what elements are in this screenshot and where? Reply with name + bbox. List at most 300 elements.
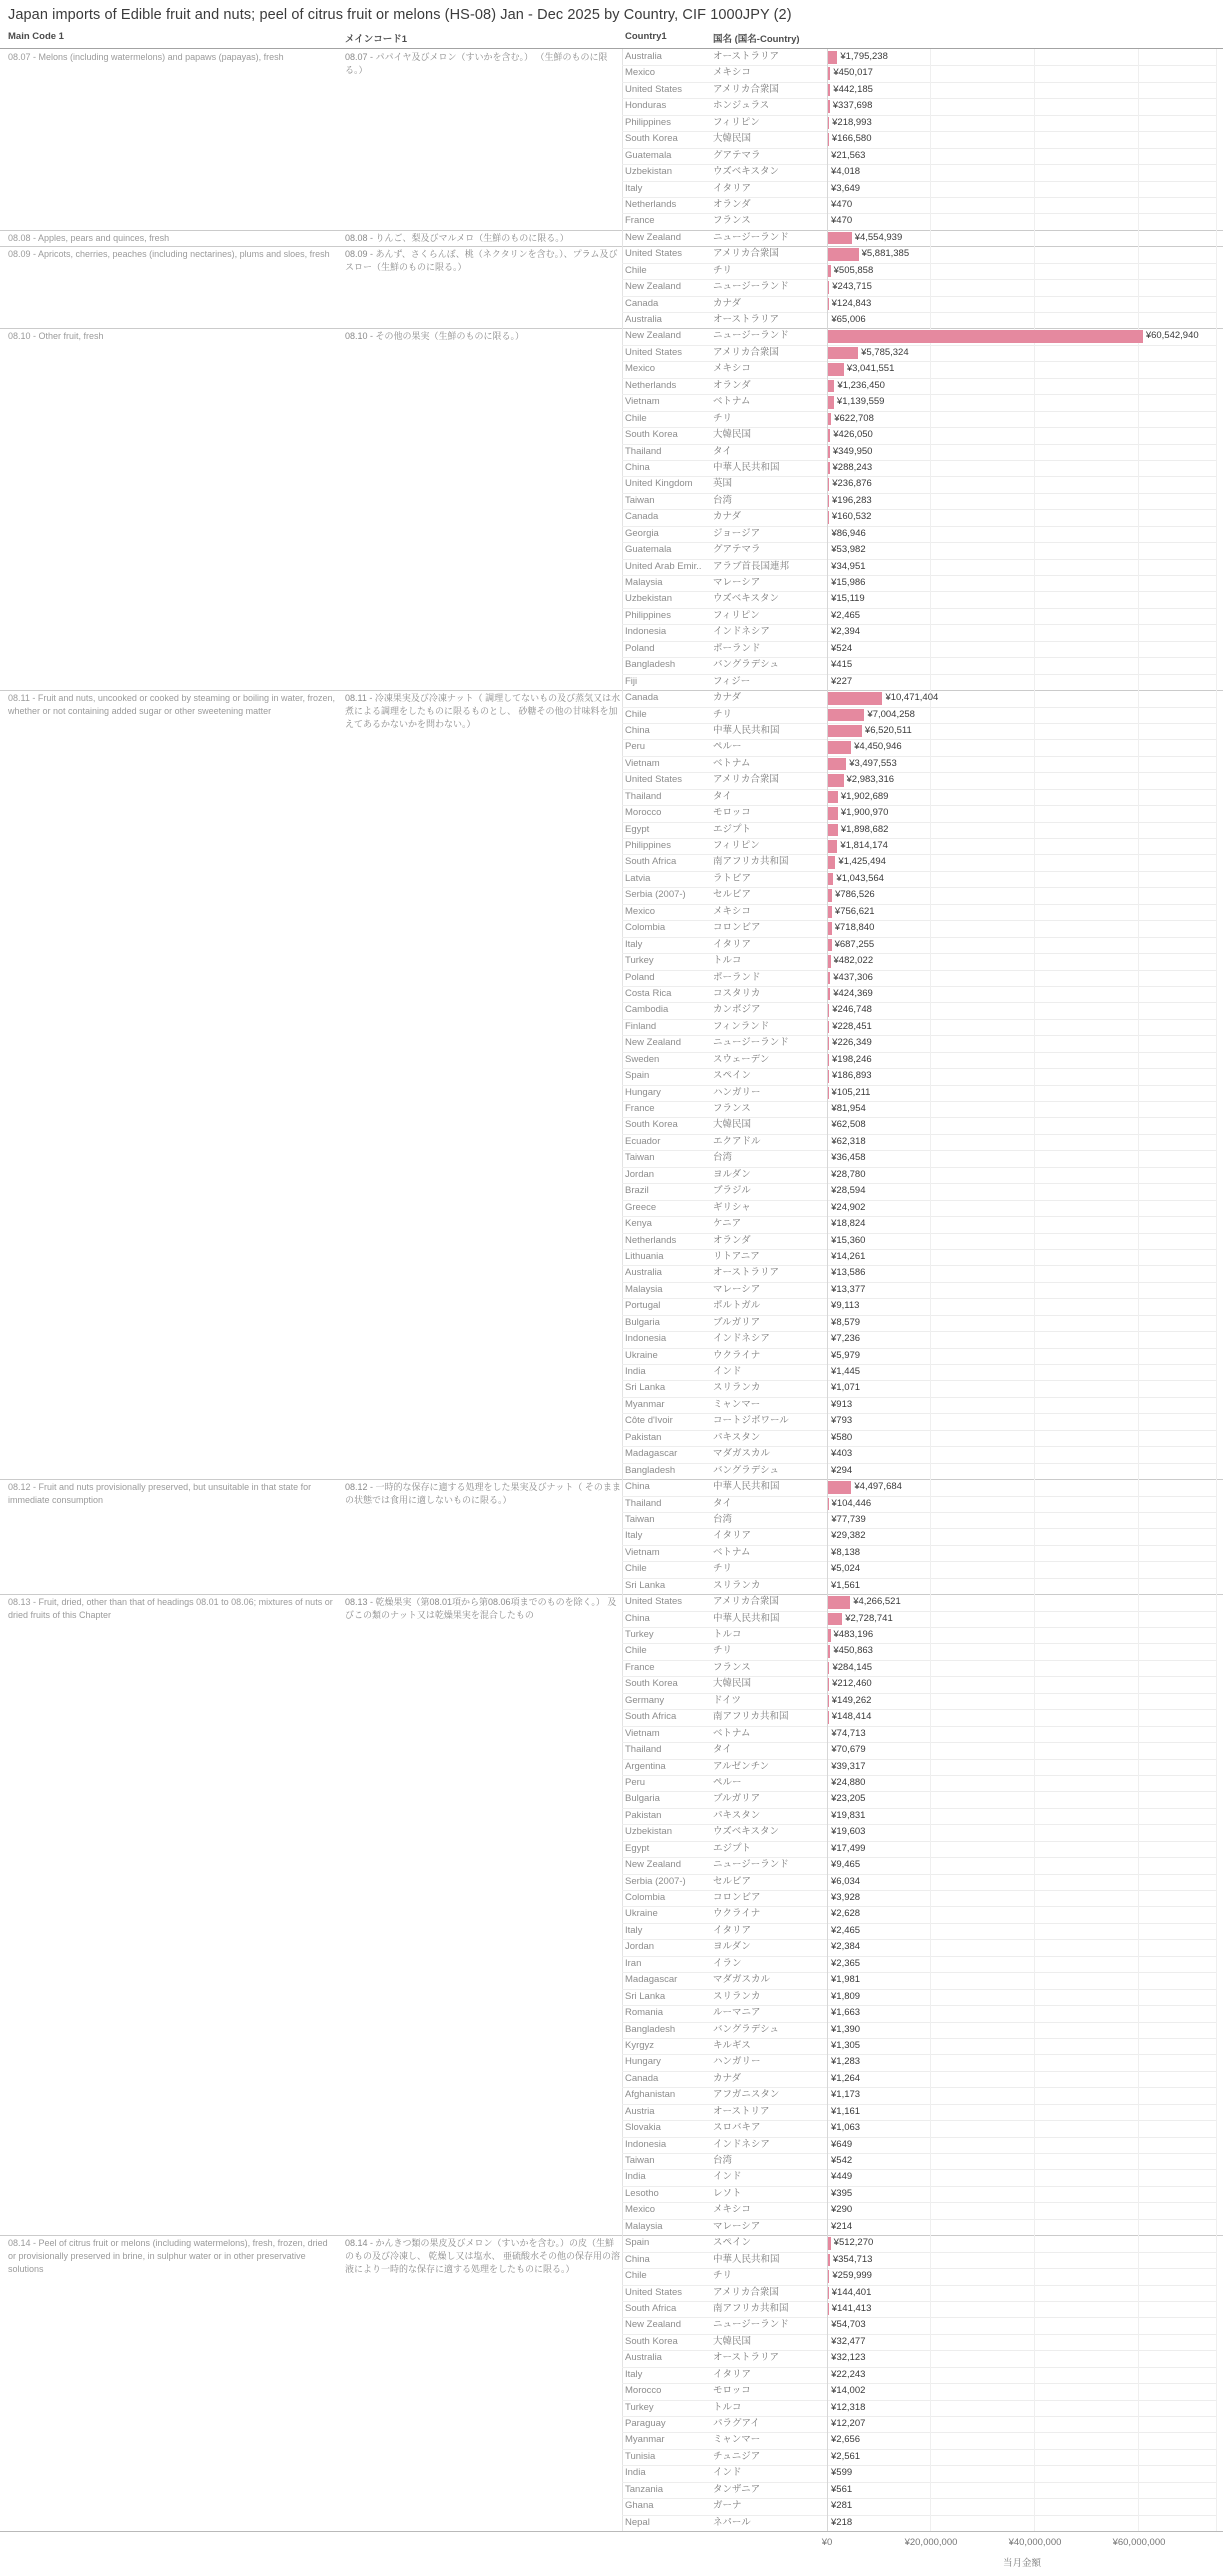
value-bar[interactable] — [828, 363, 844, 376]
value-bar[interactable] — [828, 856, 835, 869]
value-bar[interactable] — [828, 1021, 829, 1034]
table-row[interactable] — [622, 559, 1217, 575]
table-row[interactable] — [622, 2449, 1217, 2465]
country-name: Indonesia — [625, 1333, 667, 1345]
table-row[interactable] — [622, 1528, 1217, 1544]
value-bar[interactable] — [828, 2303, 829, 2316]
table-row[interactable] — [622, 838, 1217, 854]
bar-cell — [827, 690, 1217, 706]
table-row[interactable] — [622, 1561, 1217, 1577]
table-row[interactable] — [622, 2301, 1217, 2317]
table-row[interactable] — [622, 1052, 1217, 1068]
bar-cell — [827, 2449, 1217, 2465]
table-row[interactable] — [622, 394, 1217, 410]
table-row[interactable] — [622, 1545, 1217, 1561]
value-label: ¥259,999 — [832, 2270, 872, 2282]
table-row[interactable] — [622, 2498, 1217, 2514]
table-row[interactable] — [622, 1611, 1217, 1627]
bar-cell — [827, 1726, 1217, 1742]
value-label: ¥687,255 — [834, 938, 875, 950]
value-bar[interactable] — [828, 133, 829, 146]
table-row[interactable] — [622, 1726, 1217, 1742]
country-name-ja: レソト — [713, 2187, 742, 2199]
value-bar[interactable] — [828, 2254, 830, 2267]
table-row[interactable] — [622, 2482, 1217, 2498]
table-row[interactable] — [622, 756, 1217, 772]
bar-cell — [827, 1348, 1217, 1364]
bar-cell — [827, 953, 1217, 969]
table-row[interactable] — [622, 2104, 1217, 2120]
country-name-ja: エジプト — [713, 1842, 752, 1854]
table-row[interactable] — [622, 2005, 1217, 2021]
table-row[interactable] — [622, 1742, 1217, 1758]
table-row[interactable] — [622, 213, 1217, 229]
group-code-label-ja: 08.13 - 乾燥果実（第08.01項から第08.06項までのものを除く。） 及びこの類のナット又は乾燥果実を混合したもの — [345, 1597, 617, 1621]
country-name: China — [625, 2253, 650, 2265]
value-label: ¥512,270 — [833, 2237, 874, 2249]
value-bar[interactable] — [828, 922, 832, 935]
value-bar[interactable] — [828, 100, 830, 113]
value-bar[interactable] — [828, 495, 829, 508]
table-row[interactable] — [622, 181, 1217, 197]
table-row[interactable] — [622, 2022, 1217, 2038]
value-label: ¥1,425,494 — [838, 856, 886, 868]
table-row[interactable] — [622, 1315, 1217, 1331]
table-row[interactable] — [622, 148, 1217, 164]
country-name-ja: コロンビア — [713, 1892, 761, 1903]
country-name: Spain — [625, 2237, 650, 2249]
value-bar[interactable] — [828, 347, 858, 360]
table-row[interactable] — [622, 1282, 1217, 1298]
value-label: ¥1,283 — [831, 2056, 861, 2068]
table-row[interactable] — [622, 887, 1217, 903]
value-label: ¥148,414 — [831, 1711, 872, 1723]
table-row[interactable] — [622, 361, 1217, 377]
value-bar[interactable] — [828, 281, 829, 294]
value-bar[interactable] — [828, 248, 859, 261]
value-bar[interactable] — [828, 232, 852, 245]
table-row[interactable] — [622, 854, 1217, 870]
table-row[interactable] — [622, 2416, 1217, 2432]
table-row[interactable] — [622, 608, 1217, 624]
value-bar[interactable] — [828, 413, 831, 426]
table-row[interactable] — [622, 1134, 1217, 1150]
country-name: Côte d'Ivoir — [625, 1415, 673, 1427]
group-code-label-ja: 08.10 - その他の果実（生鮮のものに限る。） — [345, 331, 525, 342]
table-row[interactable] — [622, 822, 1217, 838]
value-bar[interactable] — [828, 1596, 850, 1609]
bar-cell — [827, 1693, 1217, 1709]
table-row[interactable] — [622, 1035, 1217, 1051]
table-row[interactable] — [622, 871, 1217, 887]
country-name: Hungary — [625, 1086, 661, 1098]
table-row[interactable] — [622, 937, 1217, 953]
value-bar[interactable] — [828, 939, 832, 952]
country-name-ja: ウズベキスタン — [713, 166, 780, 178]
table-row[interactable] — [622, 2137, 1217, 2153]
table-row[interactable] — [622, 657, 1217, 673]
country-name: Ukraine — [625, 1908, 658, 1920]
bar-cell — [827, 1216, 1217, 1232]
country-name-ja: モロッコ — [713, 807, 751, 819]
group-code-label-ja: 08.12 - 一時的な保存に適する処理をした果実及びナット（ そのままの状態では食用に適しないものに限る。） — [345, 1482, 621, 1506]
table-row[interactable] — [622, 1150, 1217, 1166]
value-bar[interactable] — [828, 972, 830, 985]
table-row[interactable] — [622, 1594, 1217, 1610]
group-code-label-ja: 08.09 - あんず、さくらんぼ、桃（ネクタリンを含む。）、プラム及びスロー（生鮮のものに限る。） — [345, 249, 618, 273]
table-row[interactable] — [622, 1446, 1217, 1462]
country-name: Taiwan — [625, 2155, 655, 2166]
country-name-ja: チリ — [713, 1645, 733, 1657]
table-row[interactable] — [622, 2465, 1217, 2481]
value-bar[interactable] — [828, 955, 831, 968]
value-bar[interactable] — [828, 725, 862, 738]
bar-cell — [827, 1380, 1217, 1396]
country-name: France — [625, 1103, 655, 1114]
value-bar[interactable] — [828, 2287, 829, 2300]
table-row[interactable] — [622, 1200, 1217, 1216]
value-bar[interactable] — [828, 1645, 830, 1658]
value-bar[interactable] — [828, 67, 830, 80]
table-row[interactable] — [622, 2383, 1217, 2399]
value-bar[interactable] — [828, 1662, 829, 1675]
table-row[interactable] — [622, 98, 1217, 114]
country-name-ja: ペルー — [713, 1776, 742, 1788]
country-name-ja: ギリシャ — [713, 1201, 751, 1213]
table-row[interactable] — [622, 1676, 1217, 1692]
table-row[interactable] — [622, 707, 1217, 723]
table-row[interactable] — [622, 920, 1217, 936]
table-row[interactable] — [622, 115, 1217, 131]
value-label: ¥9,113 — [831, 1300, 860, 1312]
table-row[interactable] — [622, 1857, 1217, 1873]
table-row[interactable] — [622, 378, 1217, 394]
table-row[interactable] — [622, 2054, 1217, 2070]
table-row[interactable] — [622, 1117, 1217, 1133]
table-row[interactable] — [622, 296, 1217, 312]
group-rows — [622, 1479, 1217, 1594]
table-row[interactable] — [622, 1989, 1217, 2005]
value-bar[interactable] — [828, 1711, 829, 1724]
table-row[interactable] — [622, 476, 1217, 492]
table-row[interactable] — [622, 986, 1217, 1002]
table-row[interactable] — [622, 575, 1217, 591]
table-row[interactable] — [622, 2071, 1217, 2087]
table-row[interactable] — [622, 65, 1217, 81]
table-row[interactable] — [622, 2235, 1217, 2251]
table-row[interactable] — [622, 1693, 1217, 1709]
value-bar[interactable] — [828, 429, 830, 442]
table-row[interactable] — [622, 1167, 1217, 1183]
table-row[interactable] — [622, 723, 1217, 739]
value-bar[interactable] — [828, 511, 829, 524]
value-bar[interactable] — [828, 1054, 829, 1067]
value-bar[interactable] — [828, 873, 833, 886]
table-row[interactable] — [622, 444, 1217, 460]
table-row[interactable] — [622, 526, 1217, 542]
table-row[interactable] — [622, 674, 1217, 690]
country-name: Thailand — [625, 790, 662, 802]
table-row[interactable] — [622, 312, 1217, 328]
table-row[interactable] — [622, 2219, 1217, 2235]
table-row[interactable] — [622, 246, 1217, 262]
table-row[interactable] — [622, 279, 1217, 295]
value-label: ¥5,785,324 — [861, 346, 909, 358]
value-bar[interactable] — [828, 709, 864, 722]
table-row[interactable] — [622, 328, 1217, 344]
value-bar[interactable] — [828, 1070, 829, 1083]
table-row[interactable] — [622, 2285, 1217, 2301]
table-row[interactable] — [622, 1709, 1217, 1725]
table-row[interactable] — [622, 1364, 1217, 1380]
bar-cell — [827, 2153, 1217, 2169]
value-bar[interactable] — [828, 1613, 842, 1626]
table-row[interactable] — [622, 1430, 1217, 1446]
table-row[interactable] — [622, 2432, 1217, 2448]
table-row[interactable] — [622, 230, 1217, 246]
table-row[interactable] — [622, 624, 1217, 640]
country-name: United Arab Emir.. — [625, 560, 702, 572]
table-row[interactable] — [622, 1413, 1217, 1429]
table-row[interactable] — [622, 2120, 1217, 2136]
value-bar[interactable] — [828, 265, 831, 278]
country-name-ja: フランス — [713, 215, 751, 227]
table-row[interactable] — [622, 1265, 1217, 1281]
table-row[interactable] — [622, 1085, 1217, 1101]
table-row[interactable] — [622, 1463, 1217, 1479]
table-row[interactable] — [622, 1824, 1217, 1840]
table-row[interactable] — [622, 1249, 1217, 1265]
value-bar[interactable] — [828, 51, 837, 64]
table-row[interactable] — [622, 2317, 1217, 2333]
bar-cell — [827, 1775, 1217, 1791]
table-row[interactable] — [622, 197, 1217, 213]
value-label: ¥212,460 — [832, 1678, 872, 1690]
value-label: ¥793 — [831, 1415, 853, 1427]
value-bar[interactable] — [828, 446, 830, 459]
value-bar[interactable] — [828, 1481, 851, 1494]
value-bar[interactable] — [828, 758, 846, 771]
bar-cell — [827, 542, 1217, 558]
value-bar[interactable] — [828, 1629, 831, 1642]
bar-cell — [827, 2071, 1217, 2087]
table-row[interactable] — [622, 2202, 1217, 2218]
value-bar[interactable] — [828, 462, 830, 475]
table-row[interactable] — [622, 641, 1217, 657]
table-row[interactable] — [622, 772, 1217, 788]
table-row[interactable] — [622, 2268, 1217, 2284]
table-row[interactable] — [622, 1512, 1217, 1528]
table-row[interactable] — [622, 1660, 1217, 1676]
bar-cell — [827, 1923, 1217, 1939]
value-label: ¥1,981 — [831, 1974, 861, 1986]
table-row[interactable] — [622, 509, 1217, 525]
table-row[interactable] — [622, 2334, 1217, 2350]
bar-cell — [827, 2515, 1217, 2531]
country-name: Vietnam — [625, 1727, 660, 1739]
bar-cell — [827, 411, 1217, 427]
x-axis-title: 当月金額 — [1002, 2558, 1042, 2570]
value-bar[interactable] — [828, 380, 834, 393]
value-bar[interactable] — [828, 1498, 829, 1511]
country-name: Serbia (2007-) — [625, 889, 686, 901]
bar-cell — [827, 559, 1217, 575]
table-row[interactable] — [622, 493, 1217, 509]
table-row[interactable] — [622, 82, 1217, 98]
table-row[interactable] — [622, 2400, 1217, 2416]
table-row[interactable] — [622, 2252, 1217, 2268]
value-label: ¥198,246 — [832, 1053, 872, 1065]
value-label: ¥2,656 — [831, 2434, 861, 2446]
country-name: Australia — [625, 51, 662, 62]
table-row[interactable] — [622, 263, 1217, 279]
value-bar[interactable] — [828, 330, 1143, 343]
table-row[interactable] — [622, 1101, 1217, 1117]
value-label: ¥39,317 — [831, 1760, 866, 1772]
table-row[interactable] — [622, 1841, 1217, 1857]
country-name-ja: 大韓民国 — [713, 429, 752, 441]
bar-cell — [827, 1315, 1217, 1331]
country-name: New Zealand — [625, 231, 681, 243]
table-row[interactable] — [622, 1923, 1217, 1939]
value-label: ¥24,880 — [831, 1776, 866, 1788]
table-row[interactable] — [622, 1775, 1217, 1791]
table-row[interactable] — [622, 789, 1217, 805]
table-row[interactable] — [622, 2153, 1217, 2169]
country-name: China — [625, 724, 650, 736]
country-name: Greece — [625, 1201, 657, 1213]
table-row[interactable] — [622, 1759, 1217, 1775]
value-bar[interactable] — [828, 1678, 829, 1691]
value-label: ¥450,863 — [833, 1645, 873, 1657]
country-name-ja: 台湾 — [713, 1152, 733, 1164]
table-row[interactable] — [622, 2169, 1217, 2185]
table-row[interactable] — [622, 1496, 1217, 1512]
table-row[interactable] — [622, 2087, 1217, 2103]
value-label: ¥28,594 — [831, 1185, 866, 1197]
table-row[interactable] — [622, 1956, 1217, 1972]
table-row[interactable] — [622, 1791, 1217, 1807]
table-row[interactable] — [622, 131, 1217, 147]
country-name: Philippines — [625, 840, 671, 851]
table-row[interactable] — [622, 1380, 1217, 1396]
table-row[interactable] — [622, 1233, 1217, 1249]
value-label: ¥524 — [831, 642, 853, 654]
country-name: Italy — [625, 2368, 643, 2380]
value-bar[interactable] — [828, 84, 830, 97]
table-row[interactable] — [622, 1578, 1217, 1594]
value-bar[interactable] — [828, 1004, 829, 1017]
table-row[interactable] — [622, 970, 1217, 986]
table-row[interactable] — [622, 1972, 1217, 1988]
value-label: ¥786,526 — [835, 889, 875, 901]
value-bar[interactable] — [828, 791, 838, 804]
table-row[interactable] — [622, 1068, 1217, 1084]
value-bar[interactable] — [828, 889, 832, 902]
value-bar[interactable] — [828, 2237, 831, 2250]
table-row[interactable] — [622, 1890, 1217, 1906]
value-bar[interactable] — [828, 1037, 829, 1050]
table-row[interactable] — [622, 1627, 1217, 1643]
table-row[interactable] — [622, 411, 1217, 427]
table-row[interactable] — [622, 164, 1217, 180]
country-name-ja: タイ — [713, 1744, 732, 1756]
table-row[interactable] — [622, 1216, 1217, 1232]
table-row[interactable] — [622, 49, 1217, 65]
table-row[interactable] — [622, 1906, 1217, 1922]
value-bar[interactable] — [828, 2270, 829, 2283]
value-bar[interactable] — [828, 840, 837, 853]
table-row[interactable] — [622, 904, 1217, 920]
value-bar[interactable] — [828, 478, 829, 491]
table-row[interactable] — [622, 1939, 1217, 1955]
table-row[interactable] — [622, 1331, 1217, 1347]
value-bar[interactable] — [828, 807, 838, 820]
table-row[interactable] — [622, 1019, 1217, 1035]
value-bar[interactable] — [828, 298, 829, 311]
country-name-ja: 大韓民国 — [713, 133, 752, 145]
table-row[interactable] — [622, 1183, 1217, 1199]
table-row[interactable] — [622, 739, 1217, 755]
table-row[interactable] — [622, 2367, 1217, 2383]
value-label: ¥450,017 — [833, 67, 873, 79]
table-row[interactable] — [622, 1808, 1217, 1824]
table-row[interactable] — [622, 2515, 1217, 2531]
table-row[interactable] — [622, 2038, 1217, 2054]
table-row[interactable] — [622, 460, 1217, 476]
table-row[interactable] — [622, 1874, 1217, 1890]
table-row[interactable] — [622, 345, 1217, 361]
value-label: ¥246,748 — [832, 1004, 872, 1016]
table-row[interactable] — [622, 1002, 1217, 1018]
value-bar[interactable] — [828, 396, 834, 409]
value-bar[interactable] — [828, 824, 838, 837]
table-row[interactable] — [622, 542, 1217, 558]
bar-cell — [827, 1561, 1217, 1577]
value-bar[interactable] — [828, 741, 851, 754]
value-bar[interactable] — [828, 117, 829, 130]
table-row[interactable] — [622, 1348, 1217, 1364]
value-label: ¥470 — [831, 198, 853, 210]
value-bar[interactable] — [828, 774, 844, 787]
import-table — [0, 27, 1223, 2532]
value-bar[interactable] — [828, 988, 830, 1001]
table-row[interactable] — [622, 427, 1217, 443]
value-label: ¥1,043,564 — [836, 872, 884, 884]
table-row[interactable] — [622, 1397, 1217, 1413]
country-name-ja: マダガスカル — [713, 1974, 771, 1986]
country-name-ja: ベトナム — [713, 757, 751, 769]
table-row[interactable] — [622, 1298, 1217, 1314]
group-code-label: 08.07 - Melons (including watermelons) and papaws (papayas), fresh — [8, 52, 284, 62]
value-bar[interactable] — [828, 692, 882, 705]
value-bar[interactable] — [828, 1087, 829, 1100]
value-bar[interactable] — [828, 906, 832, 919]
value-label: ¥6,520,511 — [864, 724, 912, 736]
value-label: ¥913 — [831, 1398, 853, 1410]
table-row[interactable] — [622, 805, 1217, 821]
table-row[interactable] — [622, 2186, 1217, 2202]
bar-cell — [827, 2252, 1217, 2268]
table-row[interactable] — [622, 1479, 1217, 1495]
table-row[interactable] — [622, 1643, 1217, 1659]
table-row[interactable] — [622, 953, 1217, 969]
table-row[interactable] — [622, 591, 1217, 607]
table-row[interactable] — [622, 690, 1217, 706]
value-bar[interactable] — [828, 1695, 829, 1708]
table-row[interactable] — [622, 2350, 1217, 2366]
x-axis-tick-label: ¥0 — [821, 2537, 833, 2549]
